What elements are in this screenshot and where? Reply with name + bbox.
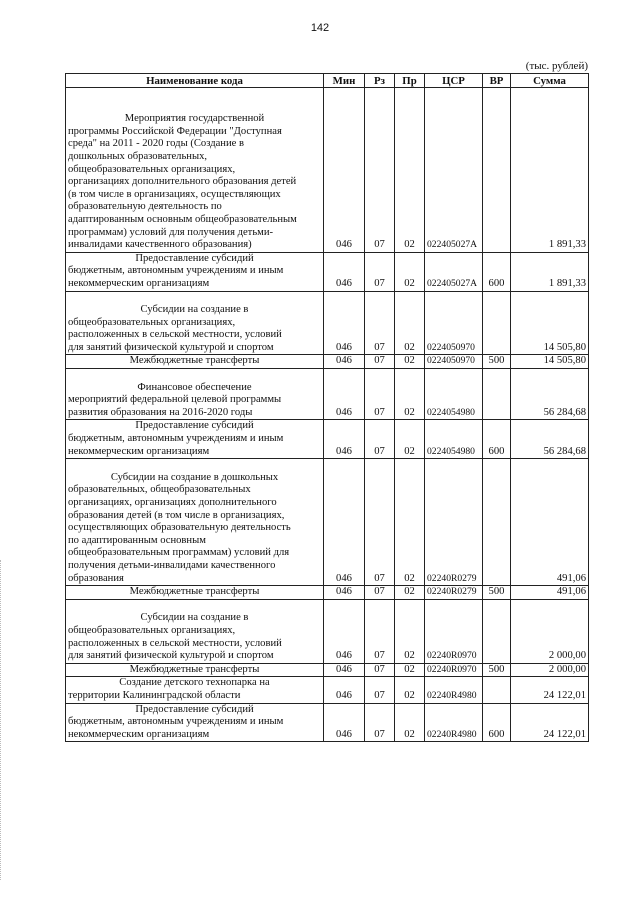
row-min-cell: 046 (324, 677, 365, 703)
row-min-cell: 046 (324, 663, 365, 677)
row-name-line: среда" на 2011 - 2020 годы (Создание в (68, 138, 244, 150)
row-pr-cell: 02 (395, 663, 425, 677)
row-name-line: бюджетным, автономным учреждениям и иным (68, 716, 284, 728)
row-name-line: программы Российской Федерации "Доступная (68, 125, 282, 137)
row-name-line: программам) условий для получения детьми- (68, 226, 274, 238)
header-name: Наименование кода (66, 74, 324, 88)
row-sum-cell: 491,06 (511, 586, 589, 600)
row-csr-cell: 0224054980 (425, 420, 483, 459)
row-pr-cell: 02 (395, 586, 425, 600)
row-pr-cell: 02 (395, 420, 425, 459)
row-name-line: Межбюджетные трансферты (129, 355, 260, 367)
row-csr-cell: 02240R4980 (425, 677, 483, 703)
row-csr-cell: 0224050970 (425, 291, 483, 355)
row-name-cell (66, 291, 324, 355)
row-name-line: бюджетным, автономным учреждениям и иным (68, 433, 284, 445)
row-name-line: организациях дополнительного образования детей (68, 176, 297, 188)
row-name-line: Финансовое обеспечение (137, 381, 252, 393)
header-min: Мин (324, 74, 365, 88)
table-row (66, 369, 589, 420)
row-name-line: Предоставление субсидий (135, 420, 254, 432)
row-rz-cell: 07 (365, 291, 395, 355)
row-name-line: Создание детского технопарка на (119, 677, 270, 689)
row-name-line: общеобразовательных организациях, (68, 624, 236, 636)
row-name-gap (68, 459, 321, 472)
row-sum-cell: 491,06 (511, 459, 589, 586)
row-name-line: Субсидии на создание в (140, 612, 249, 624)
row-min-cell: 046 (324, 420, 365, 459)
row-name-cell (66, 369, 324, 420)
header-csr: ЦСР (425, 74, 483, 88)
table-body (66, 88, 589, 742)
row-pr-cell: 02 (395, 677, 425, 703)
row-name-line: дошкольных образовательных, (68, 150, 208, 162)
header-pr: Пр (395, 74, 425, 88)
row-rz-cell: 07 (365, 88, 395, 253)
row-pr-cell: 02 (395, 355, 425, 369)
row-name-line: для занятий физической культурой и спортом (68, 341, 274, 353)
row-sum-cell: 2 000,00 (511, 599, 589, 663)
row-name-line: получения детьми-инвалидами качественного (68, 559, 276, 571)
row-rz-cell: 07 (365, 586, 395, 600)
table-row (66, 252, 589, 291)
row-name-line: инвалидами качественного образования) (68, 239, 252, 251)
row-name-line: Мероприятия государственной (124, 113, 265, 125)
row-min-cell: 046 (324, 252, 365, 291)
row-name-line: (в том числе в организациях, осуществляющих (68, 188, 281, 200)
row-name-cell (66, 88, 324, 253)
row-rz-cell: 07 (365, 703, 395, 742)
row-name-line: Межбюджетные трансферты (129, 663, 260, 675)
budget-table (65, 73, 589, 742)
row-min-cell: 046 (324, 291, 365, 355)
row-name-line: образовательных, общеобразовательных (68, 484, 251, 496)
row-name-cell (66, 663, 324, 677)
row-name-cell (66, 459, 324, 586)
row-sum-cell: 1 891,33 (511, 252, 589, 291)
row-name-line: общеобразовательным программам) условий для (68, 547, 290, 559)
row-vr-cell (483, 599, 511, 663)
header-rz: Рз (365, 74, 395, 88)
row-rz-cell: 07 (365, 369, 395, 420)
row-name-cell (66, 703, 324, 742)
table-row (66, 459, 589, 586)
row-csr-cell: 022405027А (425, 88, 483, 253)
table-row (66, 703, 589, 742)
row-sum-cell: 14 505,80 (511, 355, 589, 369)
row-name-gap (68, 292, 321, 305)
row-name-line: общеобразовательных организациях, (68, 163, 236, 175)
row-name-line: некоммерческим организациям (68, 445, 210, 457)
table-row (66, 420, 589, 459)
row-name-line: некоммерческим организациям (68, 277, 210, 289)
row-vr-cell (483, 369, 511, 420)
table-row (66, 88, 589, 253)
row-rz-cell: 07 (365, 355, 395, 369)
row-rz-cell: 07 (365, 420, 395, 459)
row-pr-cell: 02 (395, 252, 425, 291)
row-sum-cell: 24 122,01 (511, 677, 589, 703)
header-vr: ВР (483, 74, 511, 88)
row-name-cell (66, 599, 324, 663)
row-name-cell (66, 355, 324, 369)
row-sum-cell: 56 284,68 (511, 420, 589, 459)
row-csr-cell: 02240R4980 (425, 703, 483, 742)
row-sum-cell: 14 505,80 (511, 291, 589, 355)
row-vr-cell: 600 (483, 703, 511, 742)
row-vr-cell: 500 (483, 586, 511, 600)
table-row (66, 677, 589, 703)
row-csr-cell: 02240R0970 (425, 599, 483, 663)
row-name-line: Субсидии на создание в (140, 304, 249, 316)
row-name-line: образования (68, 572, 124, 584)
row-name-line: адаптированным основным общеобразовательным (68, 213, 297, 225)
row-min-cell: 046 (324, 703, 365, 742)
row-sum-cell: 56 284,68 (511, 369, 589, 420)
row-csr-cell: 0224050970 (425, 355, 483, 369)
row-name-line: образовательную деятельность по (68, 201, 222, 213)
row-sum-cell: 2 000,00 (511, 663, 589, 677)
row-name-line: осуществляющих образовательную деятельность (68, 522, 291, 534)
row-vr-cell (483, 677, 511, 703)
row-pr-cell: 02 (395, 369, 425, 420)
table-row (66, 291, 589, 355)
row-name-line: образования детей (в том числе в организациях, (68, 509, 285, 521)
table-row (66, 355, 589, 369)
row-name-line: некоммерческим организациям (68, 728, 210, 740)
row-min-cell: 046 (324, 586, 365, 600)
row-name-cell (66, 252, 324, 291)
row-vr-cell: 500 (483, 663, 511, 677)
row-name-line: расположенных в сельской местности, условий (68, 637, 282, 649)
row-pr-cell: 02 (395, 599, 425, 663)
table-row (66, 599, 589, 663)
units-label: (тыс. рублей) (525, 60, 588, 72)
row-vr-cell (483, 88, 511, 253)
table-header-row (66, 74, 589, 88)
row-rz-cell: 07 (365, 459, 395, 586)
row-name-line: бюджетным, автономным учреждениям и иным (68, 265, 284, 277)
row-name-gap (68, 101, 321, 114)
row-name-line: для занятий физической культурой и спортом (68, 650, 274, 662)
row-rz-cell: 07 (365, 252, 395, 291)
row-name-line: Межбюджетные трансферты (129, 586, 260, 598)
row-name-line: по адаптированным основным (68, 534, 206, 546)
row-name-line: Предоставление субсидий (135, 252, 254, 264)
row-name-cell (66, 677, 324, 703)
scan-edge-mark (0, 560, 5, 880)
row-name-line: территории Калининградской области (68, 689, 241, 701)
row-vr-cell (483, 459, 511, 586)
row-csr-cell: 02240R0279 (425, 459, 483, 586)
row-rz-cell: 07 (365, 677, 395, 703)
row-name-line: организациях, организациях дополнительного (68, 497, 277, 508)
row-csr-cell: 02240R0970 (425, 663, 483, 677)
row-name-line: расположенных в сельской местности, условий (68, 329, 282, 341)
row-pr-cell: 02 (395, 703, 425, 742)
row-csr-cell: 02240R0279 (425, 586, 483, 600)
row-min-cell: 046 (324, 599, 365, 663)
table-row (66, 586, 589, 600)
row-name-gap (68, 600, 321, 613)
row-vr-cell: 600 (483, 252, 511, 291)
row-name-gap (68, 88, 321, 101)
row-name-cell (66, 586, 324, 600)
row-name-line: мероприятий федеральной целевой программы (68, 394, 282, 406)
row-vr-cell (483, 291, 511, 355)
row-name-cell (66, 420, 324, 459)
row-csr-cell: 0224054980 (425, 369, 483, 420)
header-sum: Сумма (511, 74, 589, 88)
row-vr-cell: 600 (483, 420, 511, 459)
row-min-cell: 046 (324, 369, 365, 420)
row-csr-cell: 022405027А (425, 252, 483, 291)
row-rz-cell: 07 (365, 599, 395, 663)
row-min-cell: 046 (324, 355, 365, 369)
row-name-line: развития образования на 2016-2020 годы (68, 406, 253, 418)
row-min-cell: 046 (324, 88, 365, 253)
row-pr-cell: 02 (395, 459, 425, 586)
row-vr-cell: 500 (483, 355, 511, 369)
row-name-line: Предоставление субсидий (135, 703, 254, 715)
row-sum-cell: 24 122,01 (511, 703, 589, 742)
row-sum-cell: 1 891,33 (511, 88, 589, 253)
page-number: 142 (310, 22, 330, 34)
row-name-line: Субсидии на создание в дошкольных (110, 471, 279, 483)
row-pr-cell: 02 (395, 88, 425, 253)
row-name-line: общеобразовательных организациях, (68, 316, 236, 328)
row-rz-cell: 07 (365, 663, 395, 677)
row-min-cell: 046 (324, 459, 365, 586)
table-row (66, 663, 589, 677)
row-name-gap (68, 369, 321, 382)
row-pr-cell: 02 (395, 291, 425, 355)
